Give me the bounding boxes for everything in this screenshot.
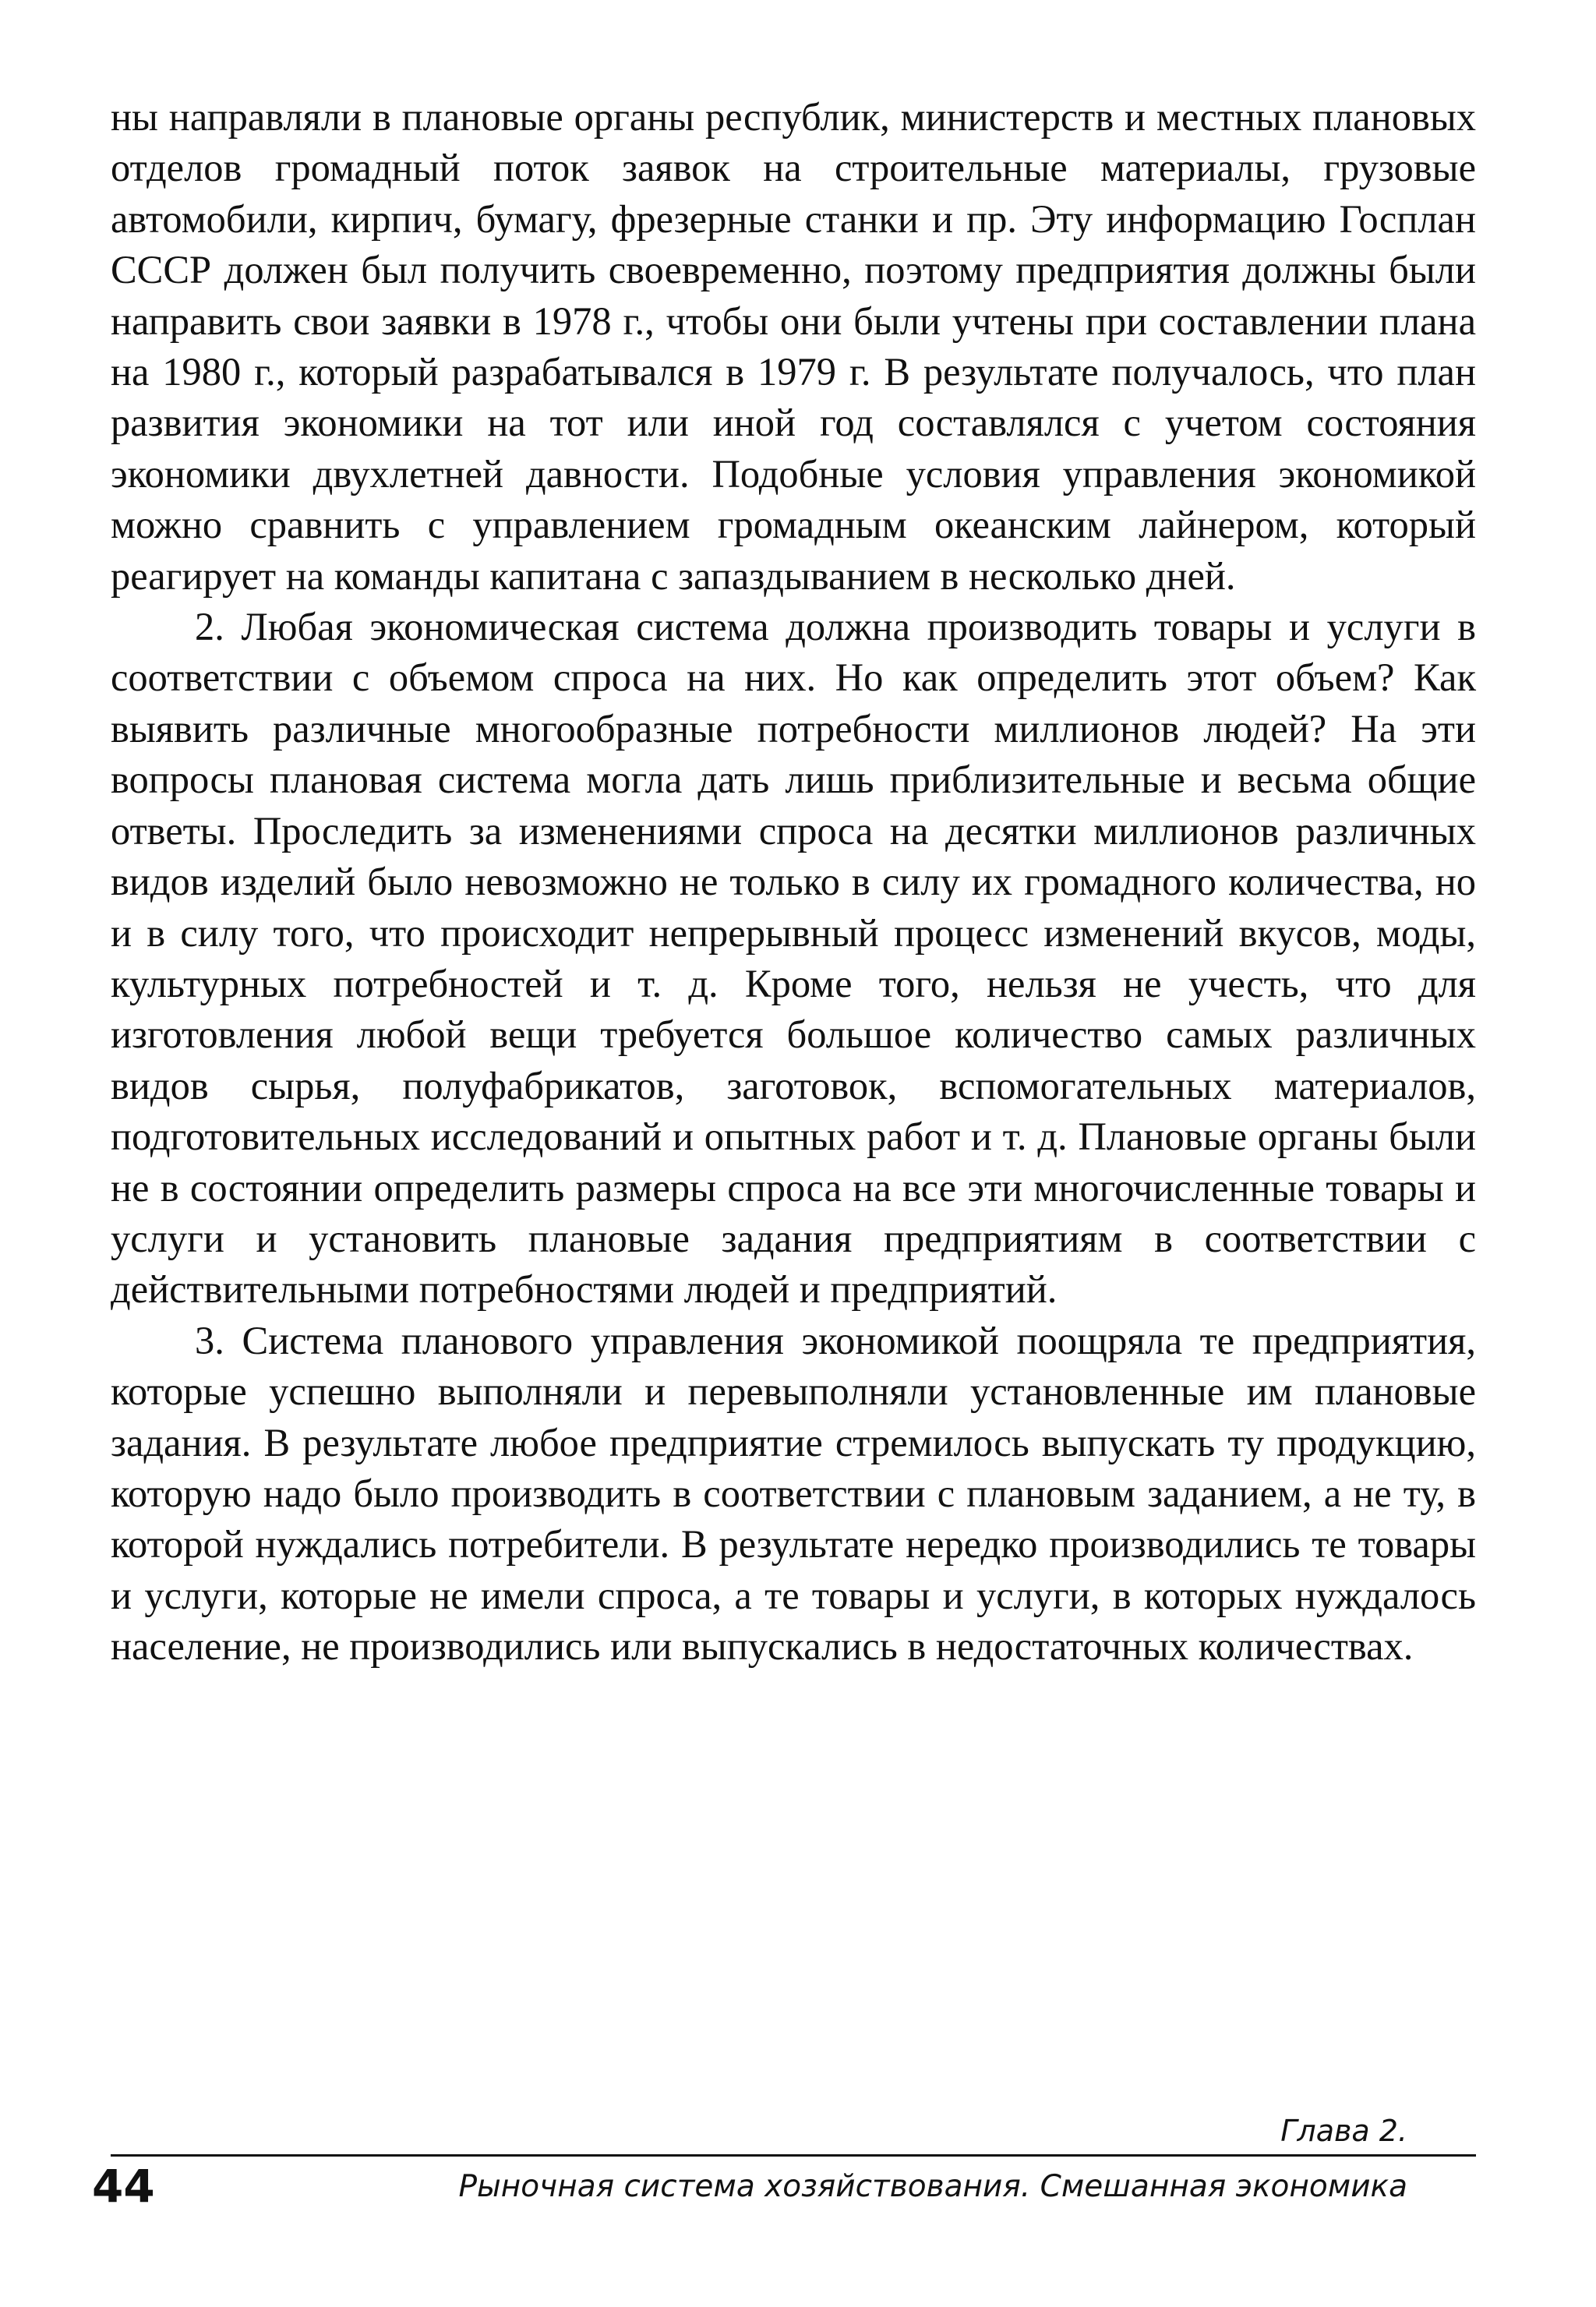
page-number: 44 <box>92 2160 155 2213</box>
paragraph-point-2: 2. Любая экономическая система должна производить товары и услуги в соответствии с объемом спроса на них. Но как определить этот объем? Как выявить различные многообразные потребности миллионов людей? На эти вопросы плановая система могла дать лишь приблизительные и весьма общие ответы. Проследить за изменениями спроса на десятки миллионов различных видов изделий было невозможно не только в силу их громадного количества, но и в силу того, что происходит непрерывный процесс изменений вкусов, моды, культурных потребностей и т. д. Кроме того, нельзя не учесть, что для изготовления любой вещи требуется большое количество самых различных видов сырья, полуфабрикатов, заготовок, вспомогательных материалов, подготовительных исследований и опытных работ и т. д. Плановые органы были не в состоянии определить размеры спроса на все эти многочисленные товары и услуги и установить плановые задания предприятиям в соответствии с действительными потребностями людей и предприятий. <box>111 605 1476 1312</box>
chapter-label: Глава 2. <box>1280 2114 1407 2148</box>
paragraph-continued: ны направляли в плановые органы республик, министерств и местных плановых отделов громадный поток заявок на строительные материалы, грузовые автомобили, кирпич, бумагу, фрезерные станки и пр. Эту информацию Госплан СССР должен был получить своевременно, поэтому предприятия должны были направить свои заявки в 1978 г., чтобы они были учтены при составлении плана на 1980 г., который разрабатывался в 1979 г. В результате получалось, что план развития экономики на тот или иной год составлялся с учетом состояния экономики двухлетней давности. Подобные условия управления экономикой можно сравнить с управлением громадным океанским лайнером, который реагирует на команды капитана с запаздыванием в несколько дней. <box>111 95 1476 598</box>
main-text <box>111 92 1476 1673</box>
paragraph-point-3: 3. Система планового управления экономикой поощряла те предприятия, которые успешно выполняли и перевыполняли установленные им плановые задания. В результате любое предприятие стремилось выпускать ту продукцию, которую надо было производить в соответствии с плановым заданием, а не ту, в которой нуждались потребители. В результате нередко производились те товары и услуги, которые не имели спроса, а те товары и услуги, в которых нуждалось население, не производились или выпускались в недостаточных количествах. <box>111 1318 1476 1669</box>
running-footer-title: Рыночная система хозяйствования. Смешанная экономика <box>458 2169 1407 2204</box>
footer-divider <box>111 2154 1476 2157</box>
